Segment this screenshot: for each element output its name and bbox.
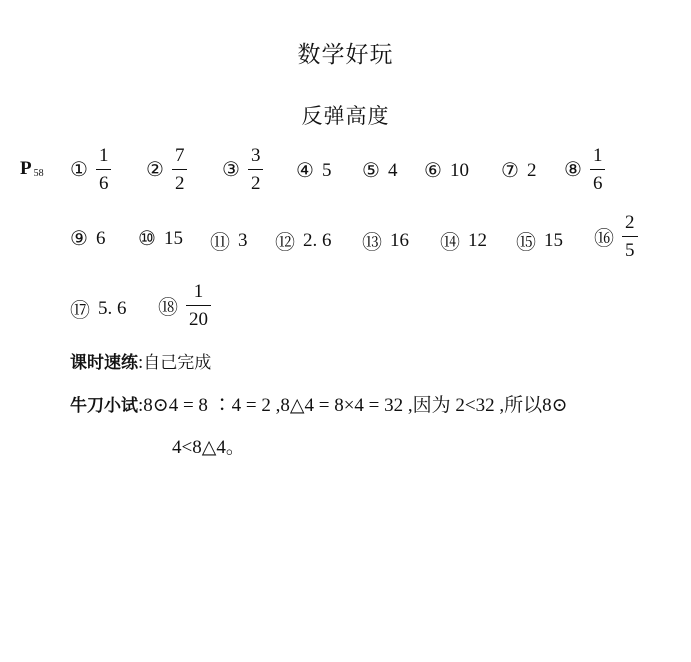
answer-fraction xyxy=(622,213,638,260)
answer-item-18 xyxy=(158,282,211,329)
answer-value: 5. 6 xyxy=(98,297,127,319)
answer-value: 15 xyxy=(544,229,563,251)
answer-item-7 xyxy=(501,158,536,183)
fraction-numerator: 7 xyxy=(174,145,185,166)
answer-item-9 xyxy=(70,226,105,251)
fraction-numerator: 1 xyxy=(592,145,603,166)
answer-value: 2. 6 xyxy=(303,229,332,251)
answer-value: 3 xyxy=(238,229,248,251)
section-title: 反弹高度 xyxy=(301,104,390,128)
answer-item-15 xyxy=(516,226,563,255)
answer-marker: ⑱ xyxy=(158,297,178,319)
answer-item-17 xyxy=(70,294,127,323)
answer-fraction xyxy=(186,282,211,329)
practice-colon: : xyxy=(138,352,144,373)
trial-label: 牛刀小试 xyxy=(70,396,138,416)
fraction-numerator: 1 xyxy=(98,145,109,166)
answer-marker: ⑰ xyxy=(70,300,90,322)
answer-value: 10 xyxy=(449,159,469,181)
answer-value: 2 xyxy=(526,159,537,181)
trial-line-1 xyxy=(70,390,568,417)
trial-text-line-1: 8⊙4 = 8 ∶4 = 2 ,8△4 = 8×4 = 32 ,因为 2<32 ,所以8⊙ xyxy=(143,395,568,416)
practice-line xyxy=(70,348,211,374)
practice-text: 自己完成 xyxy=(143,353,212,373)
answer-marker: ② xyxy=(146,159,164,181)
trial-text-line-2: 4<8△4。 xyxy=(172,437,245,458)
answer-marker: ⑨ xyxy=(70,228,88,250)
answer-marker: ③ xyxy=(222,159,240,181)
answer-value: 12 xyxy=(468,229,487,251)
answer-item-11 xyxy=(210,226,248,255)
answer-item-16 xyxy=(594,213,638,260)
fraction-denominator: 20 xyxy=(189,309,208,330)
fraction-denominator: 5 xyxy=(625,240,635,261)
answer-fraction xyxy=(172,146,188,193)
answer-item-10 xyxy=(138,226,183,251)
answer-marker: ⑮ xyxy=(516,232,536,254)
answer-item-4 xyxy=(296,158,331,183)
answer-marker: ⑭ xyxy=(440,232,460,254)
fraction-denominator: 6 xyxy=(592,173,603,194)
answer-marker: ⑤ xyxy=(362,160,380,182)
answer-value: 15 xyxy=(163,227,183,249)
answer-marker: ⑬ xyxy=(362,232,382,254)
answer-value: 6 xyxy=(95,227,106,249)
answer-marker: ⑯ xyxy=(594,228,614,250)
answer-marker: ⑥ xyxy=(424,160,442,182)
answer-marker: ⑦ xyxy=(501,160,519,182)
page-prefix: P xyxy=(20,158,32,179)
answer-value: 5 xyxy=(321,159,332,181)
answer-marker: ⑩ xyxy=(138,228,156,250)
answer-item-14 xyxy=(440,226,487,255)
page-number-label xyxy=(20,158,44,180)
answer-item-8 xyxy=(564,146,605,193)
trial-colon: : xyxy=(138,395,144,416)
page-number: 58 xyxy=(33,168,44,179)
answer-value: 4 xyxy=(387,159,398,181)
trial-line-2 xyxy=(172,432,245,459)
fraction-denominator: 2 xyxy=(250,173,261,194)
answer-fraction xyxy=(248,146,264,193)
practice-label: 课时速练 xyxy=(70,353,138,373)
answer-item-13 xyxy=(362,226,409,255)
answer-fraction xyxy=(96,146,112,193)
answer-marker: ④ xyxy=(296,160,314,182)
answer-value: 16 xyxy=(390,229,409,251)
answer-item-12 xyxy=(275,226,332,255)
answer-marker: ⑪ xyxy=(210,232,230,254)
fraction-numerator: 1 xyxy=(193,281,204,302)
answer-marker: ⑧ xyxy=(564,159,582,181)
answer-item-3 xyxy=(222,146,263,193)
answer-item-1 xyxy=(70,146,111,193)
answer-item-2 xyxy=(146,146,187,193)
answer-fraction xyxy=(590,146,606,193)
page-title: 数学好玩 xyxy=(297,42,394,68)
fraction-denominator: 2 xyxy=(174,173,185,194)
fraction-numerator: 2 xyxy=(625,212,635,233)
answer-item-5 xyxy=(362,158,397,183)
fraction-denominator: 6 xyxy=(98,173,109,194)
fraction-numerator: 3 xyxy=(250,145,261,166)
answer-item-6 xyxy=(424,158,469,183)
answer-marker: ① xyxy=(70,159,88,181)
answer-marker: ⑫ xyxy=(275,232,295,254)
